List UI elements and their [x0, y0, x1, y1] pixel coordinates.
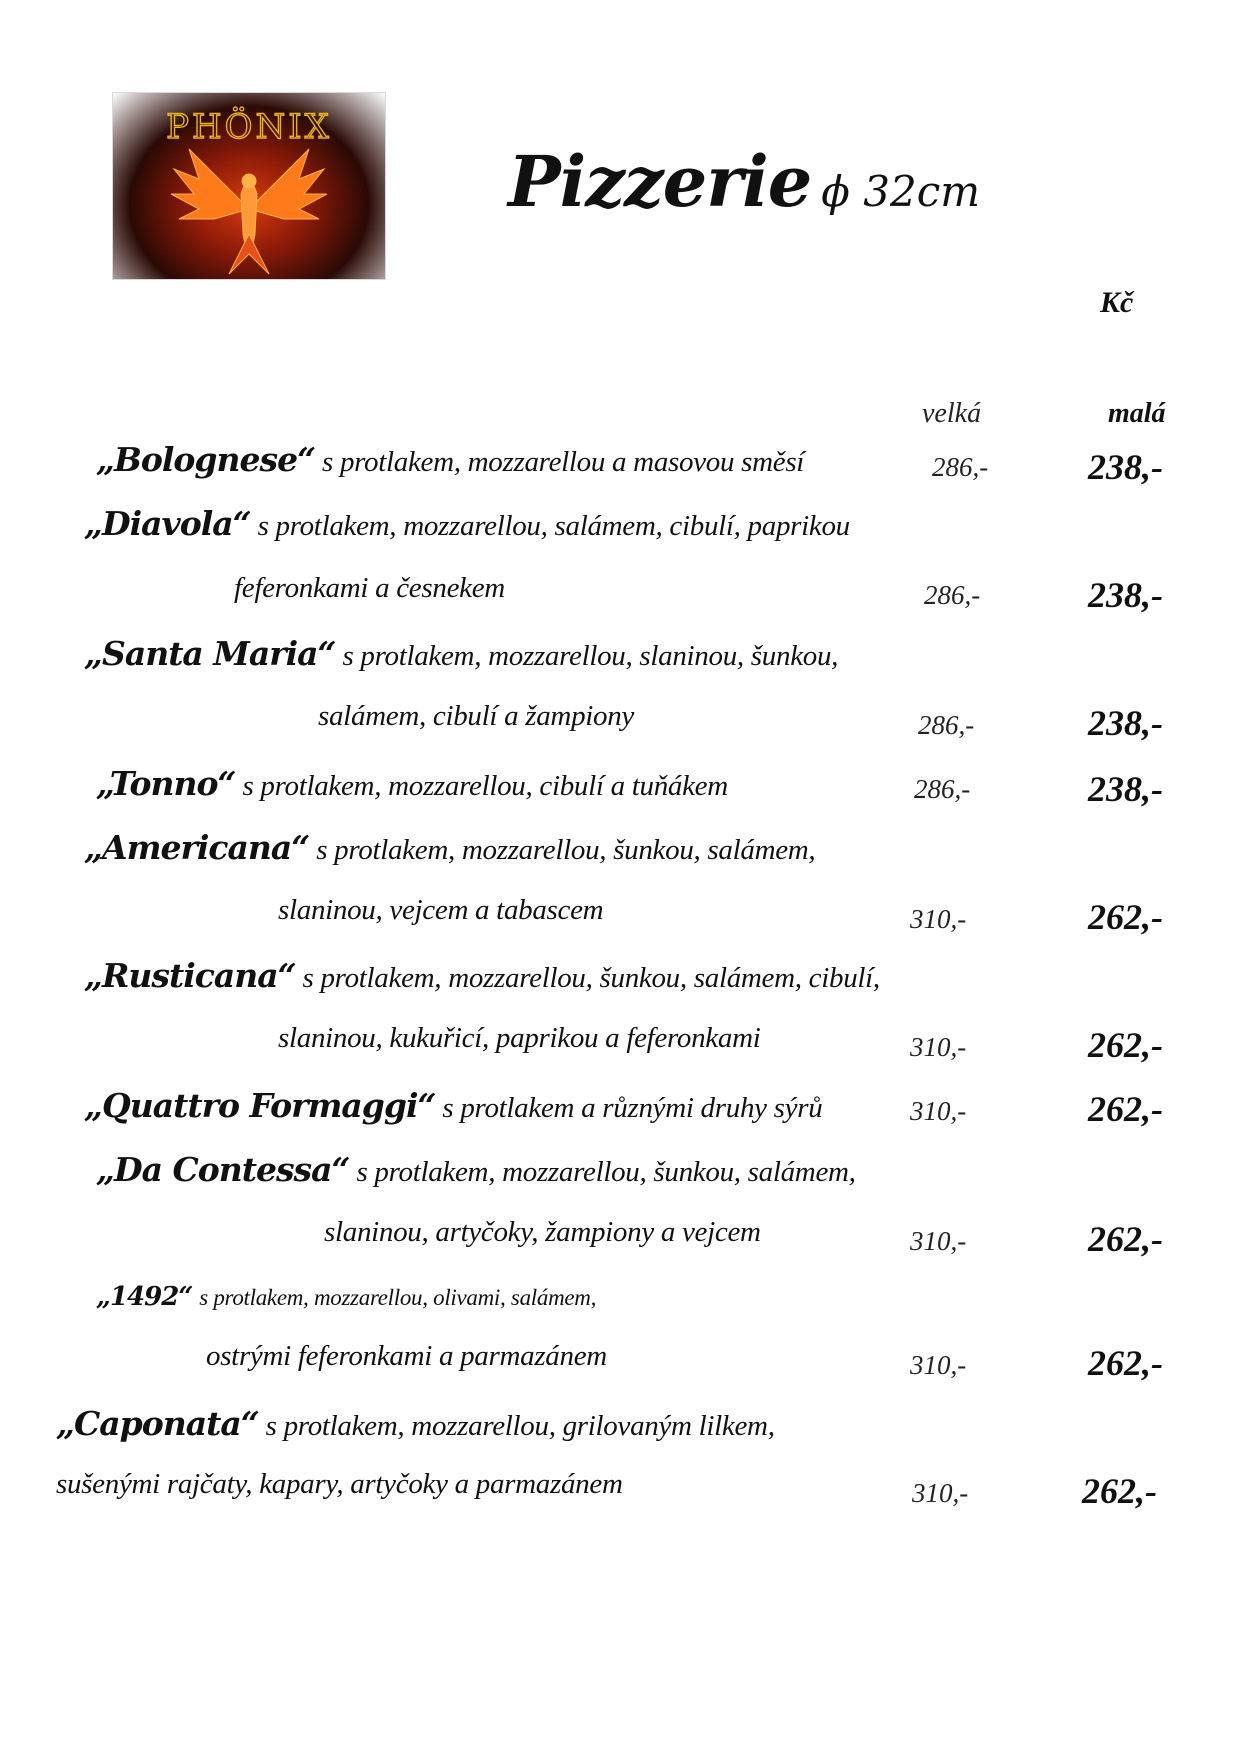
price-large: 286,- [932, 452, 989, 482]
menu-item-quattro-formaggi [84, 1086, 822, 1125]
price-large: 310,- [910, 1032, 967, 1062]
phoenix-logo [112, 92, 386, 280]
column-header-large: velká [922, 398, 982, 429]
item-description: s protlakem, mozzarellou, grilovaným lilkem, [265, 1410, 775, 1442]
item-description-cont: salámem, cibulí a žampiony [318, 700, 635, 732]
menu-item-da-contessa [96, 1150, 856, 1189]
currency-label: Kč [1100, 286, 1134, 319]
price-small: 238,- [1088, 703, 1163, 743]
price-small: 238,- [1088, 447, 1163, 487]
price-small: 262,- [1088, 1343, 1163, 1383]
item-description: s protlakem, mozzarellou, cibulí a tuňákem [242, 770, 728, 802]
menu-item-americana [84, 828, 815, 867]
logo-text: PHÖNIX [166, 107, 332, 147]
price-large: 286,- [914, 774, 971, 804]
menu-item-caponata [56, 1404, 775, 1443]
item-description: s protlakem, mozzarellou, šunkou, salámem, [316, 834, 816, 866]
price-small: 262,- [1082, 1471, 1157, 1511]
item-name: „Americana“ [84, 828, 310, 867]
price-small: 262,- [1088, 1219, 1163, 1259]
item-description-cont: ostrými feferonkami a parmazánem [206, 1340, 607, 1372]
menu-item-tonno [96, 764, 728, 803]
price-small: 262,- [1088, 1089, 1163, 1129]
item-description: s protlakem a různými druhy sýrů [442, 1092, 823, 1124]
item-description: s protlakem, mozzarellou a masovou směsí [322, 446, 805, 478]
item-name: „1492“ [96, 1282, 193, 1312]
item-description-cont: sušenými rajčaty, kapary, artyčoky a parmazánem [56, 1468, 623, 1500]
item-name: „Tonno“ [96, 764, 236, 803]
price-small: 262,- [1088, 897, 1163, 937]
item-description-cont: slaninou, kukuřicí, paprikou a feferonkami [278, 1022, 761, 1054]
menu-item-santa-maria [84, 634, 838, 673]
item-description: s protlakem, mozzarellou, salámem, cibulí, paprikou [257, 510, 850, 542]
price-large: 310,- [910, 1096, 967, 1126]
price-large: 310,- [912, 1478, 969, 1508]
item-name: „Bolognese“ [96, 440, 316, 479]
item-description-cont: slaninou, vejcem a tabascem [278, 894, 604, 926]
menu-item-rusticana [84, 956, 880, 995]
page-title [508, 140, 980, 223]
column-header-small: malá [1108, 398, 1166, 429]
price-small: 262,- [1088, 1025, 1163, 1065]
item-description-cont: slaninou, artyčoky, žampiony a vejcem [324, 1216, 761, 1248]
item-description-cont: feferonkami a česnekem [234, 572, 505, 604]
item-description: s protlakem, mozzarellou, šunkou, salámem, [356, 1156, 856, 1188]
item-name: „Diavola“ [84, 504, 251, 543]
item-name: „Caponata“ [56, 1404, 259, 1443]
price-small: 238,- [1088, 575, 1163, 615]
price-large: 286,- [918, 710, 975, 740]
menu-item-bolognese [96, 440, 804, 479]
price-small: 238,- [1088, 769, 1163, 809]
phoenix-bird-icon [169, 139, 329, 279]
title-text: Pizzerie [508, 140, 812, 223]
price-large: 286,- [924, 580, 981, 610]
menu-item-diavola [84, 504, 850, 543]
pizza-size: ϕ 32cm [821, 167, 981, 216]
item-description: s protlakem, mozzarellou, slaninou, šunkou, [342, 640, 839, 672]
item-name: „Da Contessa“ [96, 1150, 350, 1189]
item-name: „Rusticana“ [84, 956, 296, 995]
item-description: s protlakem, mozzarellou, olivami, salámem, [199, 1285, 597, 1310]
item-name: „Santa Maria“ [84, 634, 336, 673]
item-description: s protlakem, mozzarellou, šunkou, salámem, cibulí, [302, 962, 880, 994]
price-large: 310,- [910, 904, 967, 934]
menu-item-1492 [96, 1280, 596, 1313]
price-large: 310,- [910, 1350, 967, 1380]
price-large: 310,- [910, 1226, 967, 1256]
item-name: „Quattro Formaggi“ [84, 1086, 436, 1125]
